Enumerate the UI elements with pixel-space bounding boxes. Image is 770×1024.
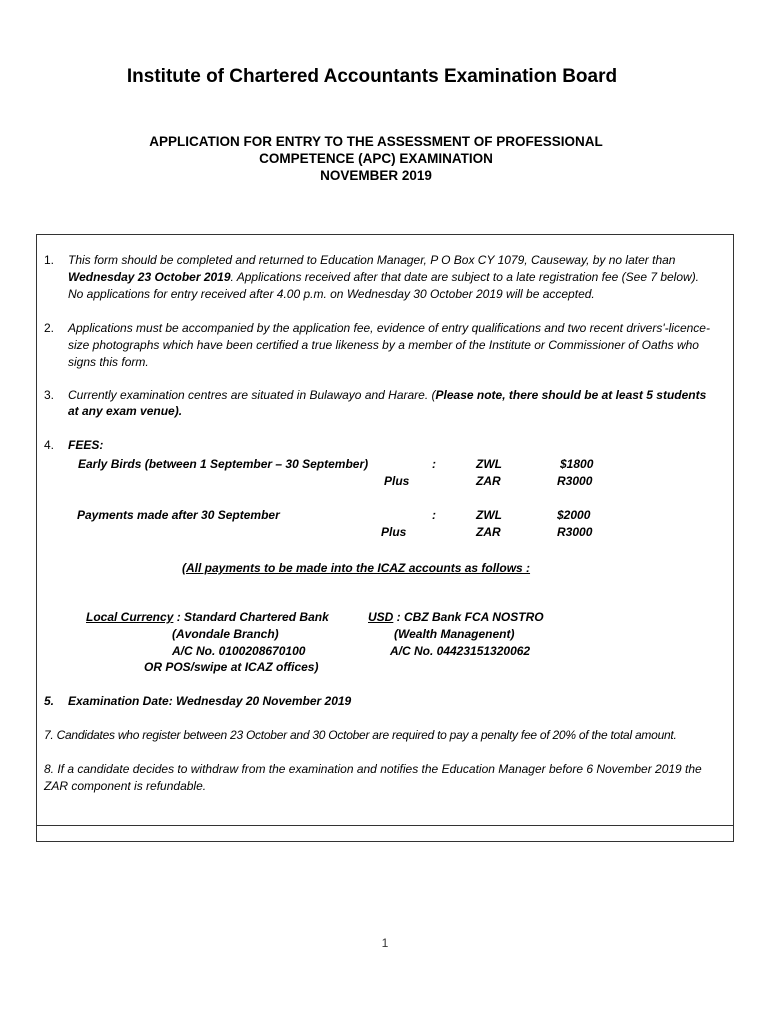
- item-1-line2-rest: . Applications received after that date are subject to a late registration fee (See 7 below).: [230, 270, 700, 284]
- item-7-text: 7. Candidates who register between 23 October and 30 October are required to pay a penalty fee of 20% of the total amount.: [44, 728, 677, 742]
- early-birds-zar: ZAR: [476, 474, 501, 488]
- item-2-line2: size photographs which have been certified a true likeness by a member of the Institute or Commissioner of Oaths who: [68, 338, 699, 352]
- item-3-line1: [68, 387, 726, 404]
- form-subtitle-line3: NOVEMBER 2019: [320, 168, 432, 183]
- early-birds-colon: :: [432, 457, 436, 471]
- page-number: 1: [381, 936, 389, 950]
- late-payment-zwl: ZWL: [476, 508, 502, 522]
- item-1-number: 1.: [44, 253, 55, 267]
- local-currency-pos: OR POS/swipe at ICAZ offices): [144, 660, 319, 674]
- item-1-line1: This form should be completed and returned to Education Manager, P O Box CY 1079, Causeway, by no later than: [68, 253, 676, 267]
- examination-date: Examination Date: Wednesday 20 November 2019: [68, 694, 352, 708]
- item-2-line1: Applications must be accompanied by the application fee, evidence of entry qualifications and two recent drivers'-licence-: [68, 321, 710, 335]
- fees-label: FEES:: [68, 438, 104, 452]
- late-payment-zar-amount: R3000: [557, 525, 593, 539]
- local-currency-bank-name: : Standard Chartered Bank: [173, 610, 329, 624]
- document-title: Institute of Chartered Accountants Examination Board: [126, 66, 618, 87]
- item-2-line3: signs this form.: [68, 355, 149, 369]
- item-3-line1-text: Currently examination centres are situated in Bulawayo and Harare. (: [68, 388, 436, 402]
- item-8-line1: 8. If a candidate decides to withdraw from the examination and notifies the Education Manager before 6 November 2019 the: [44, 762, 702, 776]
- usd-branch: (Wealth Managenent): [394, 627, 515, 641]
- early-birds-zwl: ZWL: [476, 457, 502, 471]
- early-birds-plus: Plus: [384, 474, 410, 488]
- form-subtitle-line2: COMPETENCE (APC) EXAMINATION: [259, 151, 493, 166]
- usd-heading: USD: [368, 610, 394, 624]
- item-1-line2: [68, 269, 726, 286]
- local-currency-heading: Local Currency: [86, 610, 174, 624]
- early-birds-label: Early Birds (between 1 September – 30 September): [78, 457, 369, 471]
- item-3-number: 3.: [44, 388, 55, 402]
- late-payment-zwl-amount: $2000: [557, 508, 591, 522]
- late-payment-zar: ZAR: [476, 525, 501, 539]
- local-currency-branch: (Avondale Branch): [172, 627, 279, 641]
- late-payment-label: Payments made after 30 September: [77, 508, 280, 522]
- payments-note: (All payments to be made into the ICAZ accounts as follows :: [182, 561, 531, 575]
- item-1-line3: No applications for entry received after 4.00 p.m. on Wednesday 30 October 2019 will be accepted.: [68, 287, 595, 301]
- usd-bank-name: : CBZ Bank FCA NOSTRO: [393, 610, 544, 624]
- item-1-deadline: Wednesday 23 October 2019: [68, 270, 231, 284]
- form-subtitle-line1: APPLICATION FOR ENTRY TO THE ASSESSMENT OF PROFESSIONAL: [149, 134, 603, 149]
- local-currency-account: A/C No. 0100208670100: [172, 644, 306, 658]
- late-payment-colon: :: [432, 508, 436, 522]
- late-payment-plus: Plus: [381, 525, 407, 539]
- item-8-line2: ZAR component is refundable.: [44, 779, 207, 793]
- usd-account: A/C No. 04423151320062: [390, 644, 531, 658]
- item-2-number: 2.: [44, 321, 55, 335]
- item-5-number: 5.: [44, 694, 55, 708]
- early-birds-zar-amount: R3000: [557, 474, 593, 488]
- item-3-note: Please note, there should be at least 5 students: [435, 388, 707, 402]
- early-birds-zwl-amount: $1800: [560, 457, 594, 471]
- usd-bank: [368, 609, 544, 626]
- local-currency-bank: [86, 609, 329, 626]
- item-4-number: 4.: [44, 438, 55, 452]
- item-3-line2: at any exam venue).: [68, 404, 183, 418]
- box-divider: [36, 825, 734, 826]
